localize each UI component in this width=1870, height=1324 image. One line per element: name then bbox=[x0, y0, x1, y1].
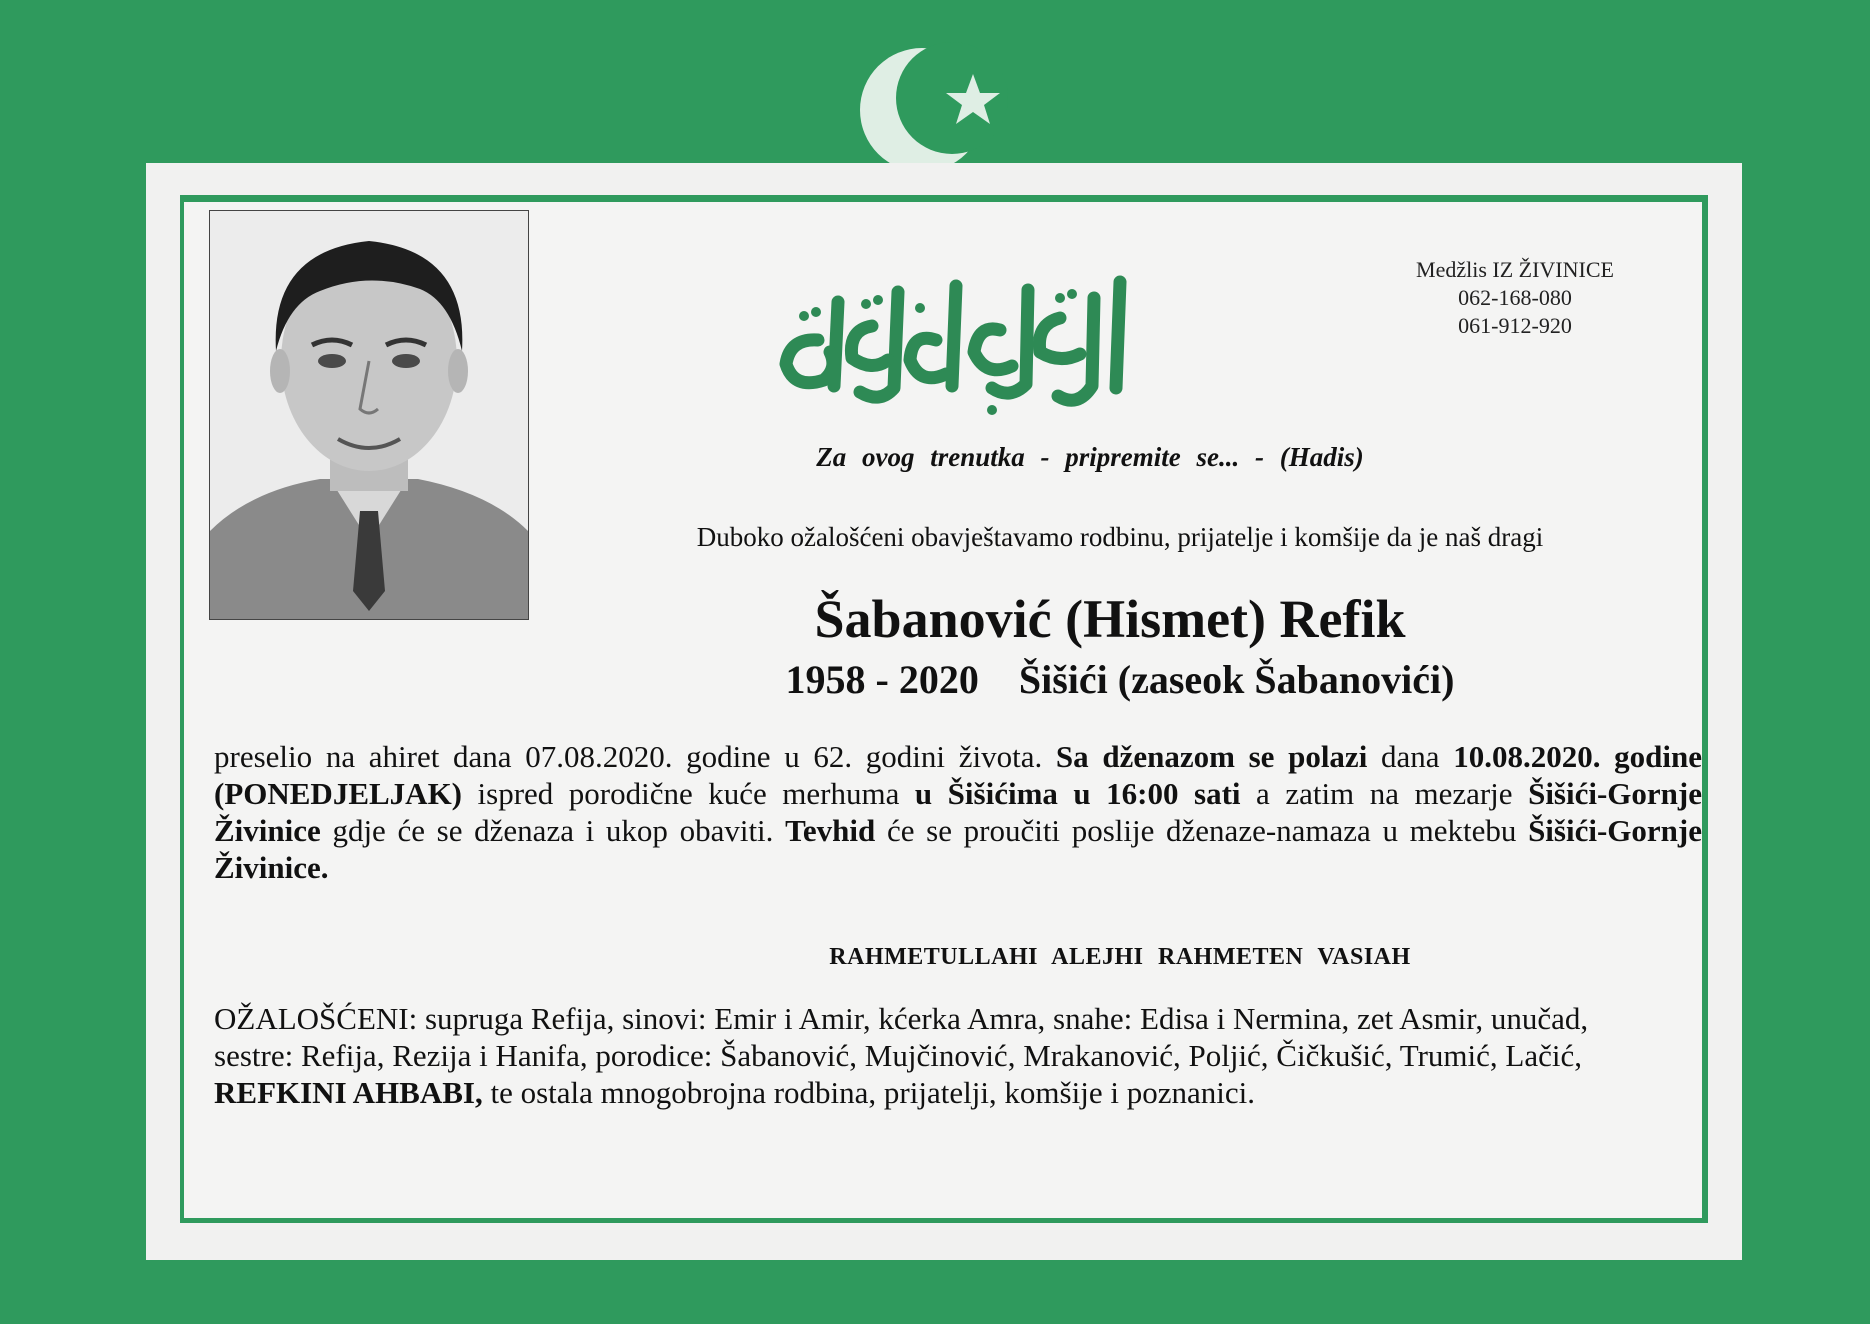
intro-text: Duboko ožalošćeni obavještavamo rodbinu, prijatelje i komšije da je naš dragi bbox=[696, 522, 1544, 552]
prayer-line: RAHMETULLAHI ALEJHI RAHMETEN VASIAH bbox=[829, 944, 1411, 970]
dates-and-place bbox=[560, 656, 1680, 703]
arabic-calligraphy bbox=[760, 268, 1150, 428]
mourners-text: te ostala mnogobrojna rodbina, prijatelji, komšije i poznanici. bbox=[482, 1075, 1255, 1110]
body-text-segment: ispred porodične kuće merhuma bbox=[462, 776, 915, 811]
place-of-origin: Šišići (zaseok Šabanovići) bbox=[1018, 657, 1455, 702]
mekteb-name: Šišići-Gornje Živinice. bbox=[214, 813, 1702, 885]
life-years: 1958 - 2020 bbox=[785, 657, 979, 702]
hadith-quote: Za ovog trenutka - pripremite se... - (Hadis) bbox=[816, 442, 1364, 472]
contact-info bbox=[1370, 256, 1660, 340]
funeral-time-place: u Šišićima u 16:00 sati bbox=[914, 776, 1241, 811]
body-text-segment: gdje će se dženaza i ukop obaviti. bbox=[320, 813, 786, 848]
deceased-name: Šabanović (Hismet) Refik bbox=[814, 589, 1406, 649]
mourners-list bbox=[214, 1000, 1674, 1111]
body-text-segment: dana bbox=[1367, 739, 1454, 774]
funeral-details bbox=[214, 738, 1702, 886]
body-text-segment: a zatim na mezarje bbox=[1240, 776, 1529, 811]
mourners-bold: REFKINI AHBABI, bbox=[214, 1075, 483, 1110]
body-text-segment: će se proučiti poslije dženaze-namaza u mektebu bbox=[875, 813, 1529, 848]
funeral-date: 10.08.2020. godine (PONEDJELJAK) bbox=[214, 739, 1702, 811]
organization-name: Medžlis IZ ŽIVINICE bbox=[1416, 257, 1614, 282]
body-text-bold: Tevhid bbox=[785, 813, 876, 848]
cemetery-name: Šišići-Gornje Živinice bbox=[214, 776, 1702, 848]
phone-number: 062-168-080 bbox=[1458, 285, 1572, 310]
crescent-star-icon bbox=[860, 38, 1020, 178]
body-text-bold: Sa dženazom se polazi bbox=[1055, 739, 1368, 774]
phone-number: 061-912-920 bbox=[1458, 313, 1572, 338]
mourners-text: OŽALOŠĆENI: supruga Refija, sinovi: Emir i Amir, kćerka Amra, snahe: Edisa i Nermina, zet Asmir, unučad, sestre: Refija, Rezija i Hanifa, porodice: Šabanović, Mujčinović, Mrakanović, Poljić, Čičkušić, Trumić, Lačić, bbox=[214, 1001, 1589, 1073]
portrait-photo bbox=[209, 210, 529, 620]
body-text-segment: preselio na ahiret dana 07.08.2020. godine u 62. godini života. bbox=[214, 739, 1056, 774]
